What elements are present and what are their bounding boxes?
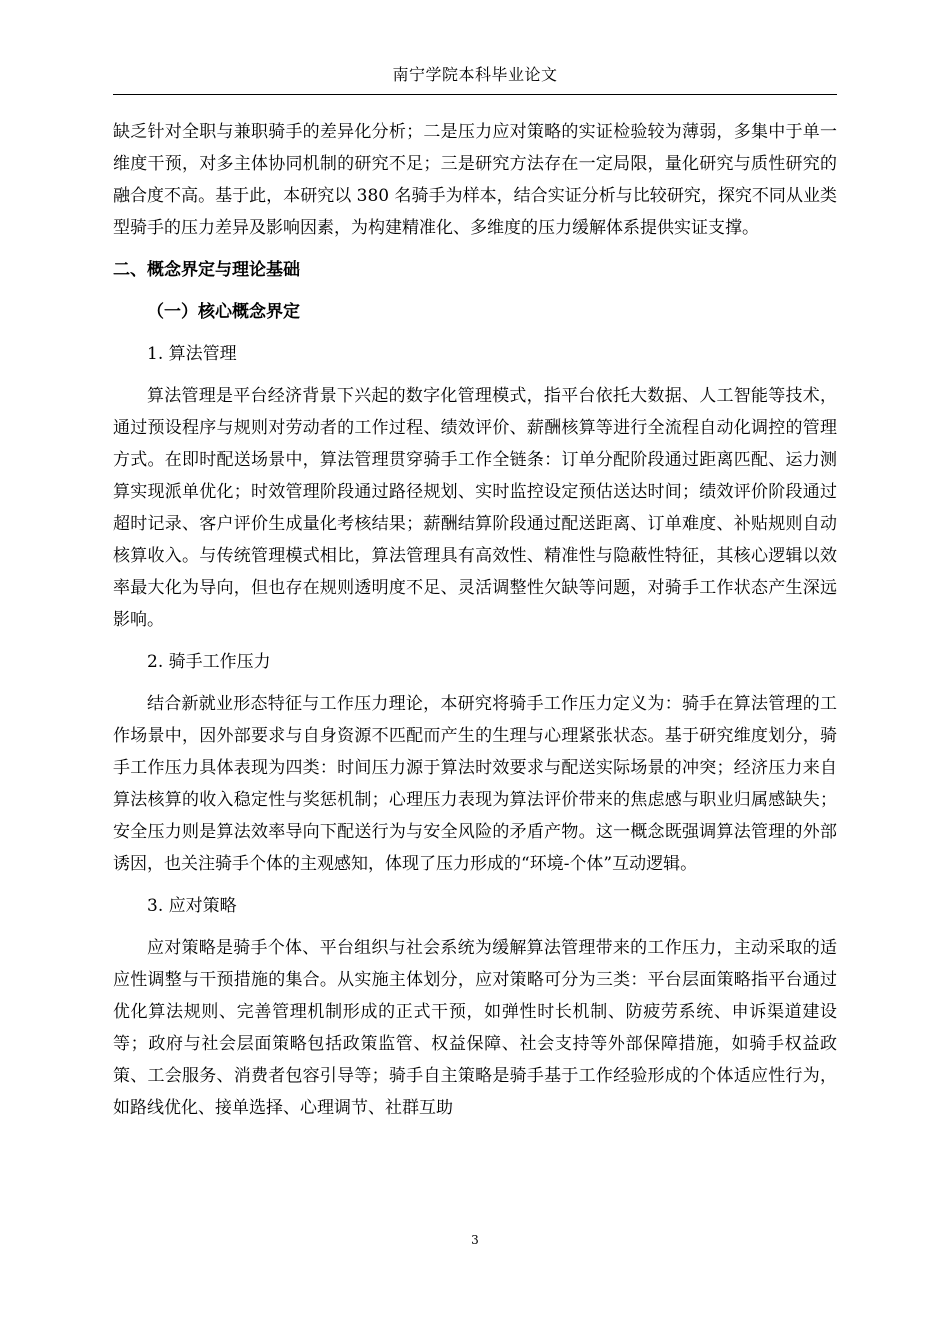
section-heading: 二、概念界定与理论基础 <box>113 260 300 280</box>
subsection-heading: （一）核心概念界定 <box>147 302 300 322</box>
header-divider <box>113 94 837 95</box>
page-number: 3 <box>471 1233 479 1247</box>
item-heading-coping-strategies: 3. 应对策略 <box>147 896 237 916</box>
paragraph-algorithm-management: 算法管理是平台经济背景下兴起的数字化管理模式，指平台依托大数据、人工智能等技术，通过预设程序与规则对劳动者的工作过程、绩效评价、薪酬核算等进行全流程自动化调控的管理方式。在即时配送场景中，算法管理贯穿骑手工作全链条：订单分配阶段通过距离匹配、运力测算实现派单优化；时效管理阶段通过路径规划、实时监控设定预估送达时间；绩效评价阶段通过超时记录、客户评价生成量化考核结果；薪酬结算阶段通过配送距离、订单难度、补贴规则自动核算收入。与传统管理模式相比，算法管理具有高效性、精准性与隐蔽性特征，其核心逻辑以效率最大化为导向，但也存在规则透明度不足、灵活调整性欠缺等问题，对骑手工作状态产生深远影响。 <box>113 386 837 630</box>
item-heading-rider-work-pressure: 2. 骑手工作压力 <box>147 652 271 672</box>
document-body <box>113 116 837 1124</box>
intro-paragraph: 缺乏针对全职与兼职骑手的差异化分析；二是压力应对策略的实证检验较为薄弱，多集中于单一维度干预，对多主体协同机制的研究不足；三是研究方法存在一定局限，量化研究与质性研究的融合度不高。基于此，本研究以 380 名骑手为样本，结合实证分析与比较研究，探究不同从业类型骑手的压力差异及影响因素，为构建精准化、多维度的压力缓解体系提供实证支撑。 <box>113 122 837 238</box>
paragraph-coping-strategies: 应对策略是骑手个体、平台组织与社会系统为缓解算法管理带来的工作压力，主动采取的适应性调整与干预措施的集合。从实施主体划分，应对策略可分为三类：平台层面策略指平台通过优化算法规则、完善管理机制形成的正式干预，如弹性时长机制、防疲劳系统、申诉渠道建设等；政府与社会层面策略包括政策监管、权益保障、社会支持等外部保障措施，如骑手权益政策、工会服务、消费者包容引导等；骑手自主策略是骑手基于工作经验形成的个体适应性行为，如路线优化、接单选择、心理调节、社群互助 <box>113 938 837 1118</box>
paragraph-rider-work-pressure: 结合新就业形态特征与工作压力理论，本研究将骑手工作压力定义为：骑手在算法管理的工作场景中，因外部要求与自身资源不匹配而产生的生理与心理紧张状态。基于研究维度划分，骑手工作压力具体表现为四类：时间压力源于算法时效要求与配送实际场景的冲突；经济压力来自算法核算的收入稳定性与奖惩机制；心理压力表现为算法评价带来的焦虑感与职业归属感缺失；安全压力则是算法效率导向下配送行为与安全风险的矛盾产物。这一概念既强调算法管理的外部诱因，也关注骑手个体的主观感知，体现了压力形成的“环境-个体”互动逻辑。 <box>113 694 837 874</box>
page-header-title: 南宁学院本科毕业论文 <box>392 65 558 84</box>
item-heading-algorithm-management: 1. 算法管理 <box>147 344 237 364</box>
